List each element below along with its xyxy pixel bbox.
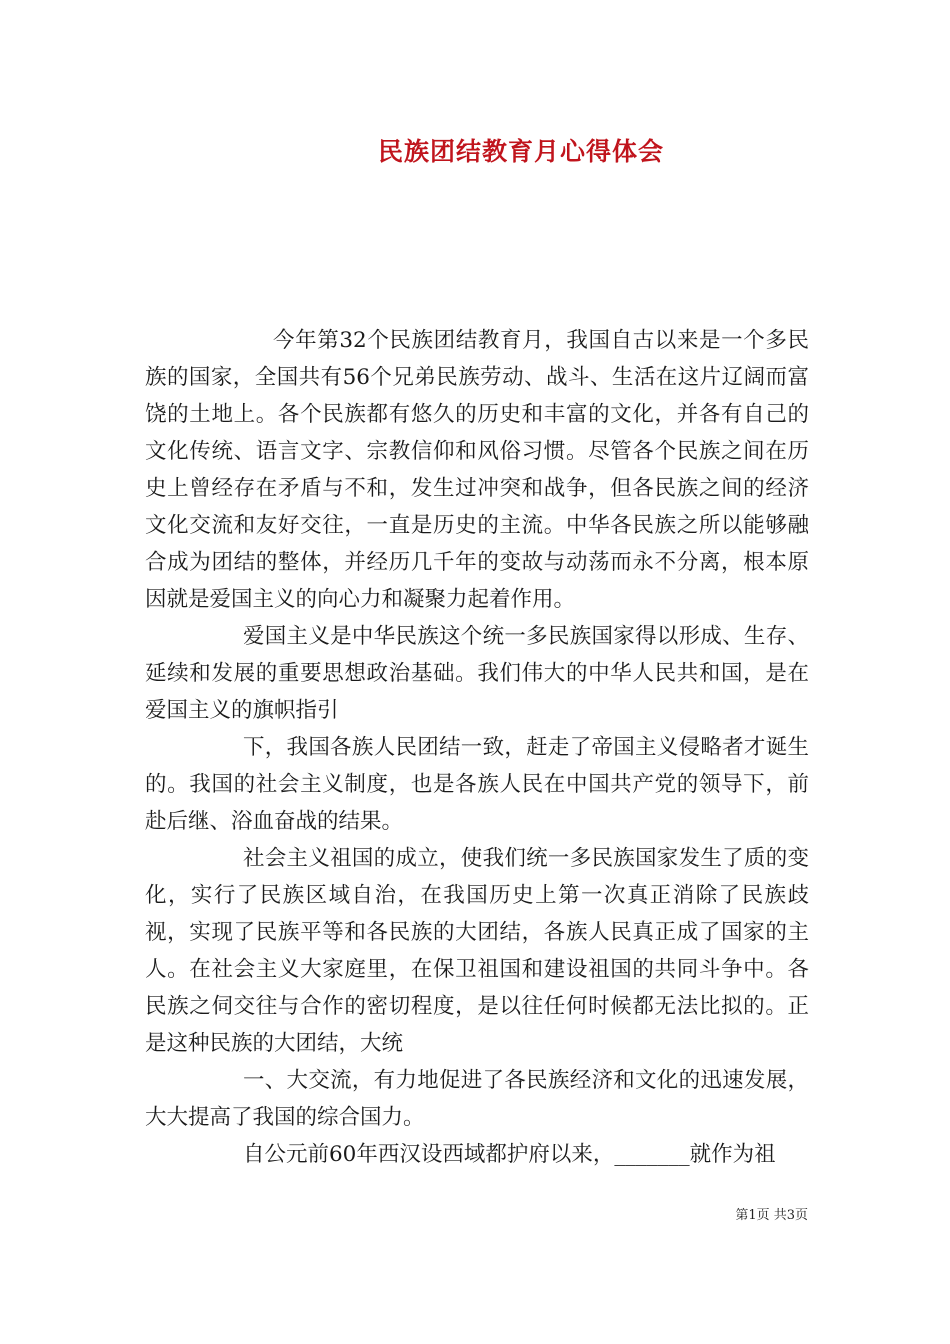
paragraph-5: 一、大交流，有力地促进了各民族经济和文化的迅速发展，大大提高了我国的综合国力。 <box>145 1068 809 1130</box>
paragraph-2: 爱国主义是中华民族这个统一多民族国家得以形成、生存、延续和发展的重要思想政治基础。我们伟大的中华人民共和国，是在爱国主义的旗帜指引 <box>145 624 809 723</box>
document-body <box>145 322 809 1173</box>
page-footer: 第1页 共3页 <box>735 1208 808 1223</box>
paragraph-4: 社会主义祖国的成立，使我们统一多民族国家发生了质的变化，实行了民族区域自治，在我国历史上第一次真正消除了民族歧视，实现了民族平等和各民族的大团结，各族人民真正成了国家的主人。在社会主义大家庭里，在保卫祖国和建设祖国的共同斗争中。各民族之伺交往与合作的密切程度，是以往任何时候都无法比拟的。正是这种民族的大团结，大统 <box>145 846 809 1056</box>
paragraph-6: 自公元前60年西汉设西域都护府以来，_______就作为祖 <box>243 1142 776 1167</box>
paragraph-1: 今年第32个民族团结教育月，我国自古以来是一个多民族的国家，全国共有56个兄弟民族劳动、战斗、生活在这片辽阔而富饶的土地上。各个民族都有悠久的历史和丰富的文化，并各有自己的文化传统、语言文字、宗教信仰和风俗习惯。尽管各个民族之间在历史上曾经存在矛盾与不和，发生过冲突和战争，但各民族之间的经济文化交流和友好交往，一直是历史的主流。中华各民族之所以能够融合成为团结的整体，并经历几千年的变故与动荡而永不分离，根本原因就是爱国主义的向心力和凝聚力起着作用。 <box>145 328 809 612</box>
paragraph-3: 下，我国各族人民团结一致，赶走了帝国主义侵略者才诞生的。我国的社会主义制度，也是各族人民在中国共产党的领导下，前赴后继、浴血奋战的结果。 <box>145 735 809 834</box>
document-title: 民族团结教育月心得体会 <box>377 137 664 166</box>
